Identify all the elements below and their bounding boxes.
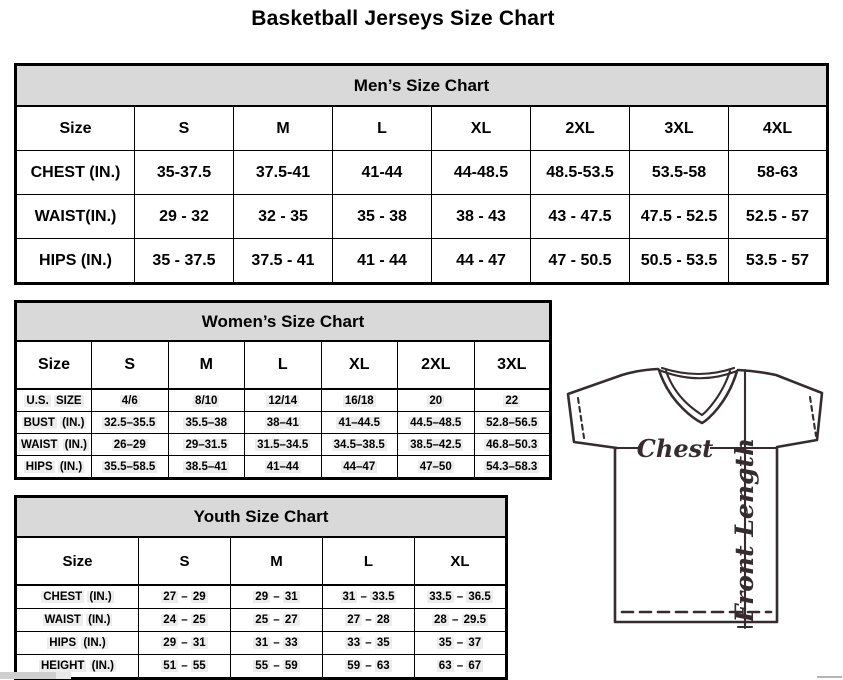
row-label [16,632,139,655]
table-row [16,239,828,284]
value-highlight: 20 [429,394,443,407]
jersey-collar-back-inner [662,368,734,374]
value-highlight: (IN.) [64,438,87,451]
cell-value: 31 – 33 [231,632,323,655]
value-highlight: 44–47 [343,460,376,473]
value-highlight: 27 [347,614,361,626]
table-header-row [16,106,828,151]
cell-value: 58-63 [729,151,828,195]
table-row [16,585,507,609]
column-header: M [234,106,333,151]
table-row [16,609,507,632]
column-header: S [135,106,234,151]
cell-value: 35 - 37.5 [135,239,234,284]
cell-value: 35-37.5 [135,151,234,195]
cell-value [168,456,245,479]
value-highlight: 27 [163,591,177,603]
value-highlight: 31 [342,591,356,603]
value-highlight: 41–44 [266,460,299,473]
value-highlight: 37 [468,637,482,649]
value-highlight: 59 [284,660,298,672]
value-highlight: 29.5 [463,614,486,626]
value-highlight: 35 [438,637,452,649]
column-header: 4XL [729,106,828,151]
table-row [16,389,551,412]
column-header: L [245,341,322,389]
cell-value: 25 – 27 [231,609,323,632]
value-highlight: 29 [163,637,177,649]
cell-value: 63 – 67 [415,655,507,679]
cell-value [168,389,245,412]
column-header: Size [16,537,139,585]
cell-value: 44 - 47 [432,239,531,284]
column-header: 2XL [531,106,630,151]
column-header: 2XL [398,341,475,389]
value-highlight: 36.5 [468,591,491,603]
column-header: 3XL [474,341,551,389]
value-highlight: HIPS [25,460,53,473]
value-highlight: 31 [192,637,206,649]
value-highlight: 24 [163,614,177,626]
cell-value [474,412,551,434]
value-highlight: WAIST [44,614,81,626]
value-highlight: 8/10 [195,394,218,407]
cell-value [168,434,245,456]
cell-value: 44-48.5 [432,151,531,195]
value-highlight: 55 [255,660,269,672]
column-header: M [168,341,245,389]
column-header: Size [16,341,92,389]
cell-value [398,456,475,479]
value-highlight: 26–29 [113,438,146,451]
cell-value [92,412,169,434]
cell-value: 27 – 28 [323,609,415,632]
table-title-row [16,497,507,538]
cell-value: 43 - 47.5 [531,195,630,239]
cell-value: 37.5 - 41 [234,239,333,284]
table-row [16,655,507,679]
cell-value [168,412,245,434]
column-header: S [92,341,169,389]
value-highlight: 34.5–38.5 [333,438,385,451]
value-highlight: WAIST [21,438,58,451]
cell-value [321,434,398,456]
column-header: M [231,537,323,585]
value-highlight: HIPS [49,637,77,649]
cell-value: 29 – 31 [139,632,231,655]
value-highlight: 12/14 [268,394,298,407]
row-label [16,609,139,632]
value-highlight: 33.5 [429,591,452,603]
value-highlight: (IN.) [83,637,106,649]
value-highlight: 22 [505,394,519,407]
cell-value [245,389,322,412]
table-header-row [16,341,551,389]
cell-value: 53.5 - 57 [729,239,828,284]
cell-value [398,389,475,412]
column-header: L [333,106,432,151]
cell-value: 35 – 37 [415,632,507,655]
value-highlight: 27 [284,614,298,626]
cell-value [474,456,551,479]
value-highlight: 28 [376,614,390,626]
value-highlight: 29 [255,591,269,603]
cell-value: 52.5 - 57 [729,195,828,239]
cell-value [474,389,551,412]
cell-value [92,389,169,412]
jersey-measurement-diagram [558,360,841,640]
cell-value [92,456,169,479]
cell-value: 31 – 33.5 [323,585,415,609]
column-header: L [323,537,415,585]
value-highlight: 33 [347,637,361,649]
value-highlight: (IN.) [88,614,111,626]
cell-value: 33 – 35 [323,632,415,655]
cell-value: 51 – 55 [139,655,231,679]
page-title: Basketball Jerseys Size Chart [251,7,555,30]
table-row [16,456,551,479]
column-header: S [139,537,231,585]
value-highlight: 67 [468,660,482,672]
value-highlight: CHEST [43,591,83,603]
value-highlight: 38.5–41 [185,460,228,473]
value-highlight: (IN.) [91,660,114,672]
table-title: Youth Size Chart [16,497,507,538]
value-highlight: 52.8–56.5 [486,416,538,429]
jersey-right-cuff-dashes [810,397,816,436]
value-highlight: 31.5–34.5 [257,438,309,451]
value-highlight: U.S. [26,394,49,407]
value-highlight: 44.5–48.5 [410,416,462,429]
table-header-row [16,537,507,585]
value-highlight: 28 [434,614,447,626]
value-highlight: 35 [376,637,390,649]
value-highlight: 38–41 [266,416,299,429]
value-highlight: 47–50 [419,460,452,473]
row-label [16,434,92,456]
value-highlight: 63 [438,660,452,672]
row-label [16,456,92,479]
value-highlight: HEIGHT [40,660,85,672]
value-highlight: 33.5 [372,591,395,603]
cell-value: 55 – 59 [231,655,323,679]
cell-value [245,412,322,434]
table-title-row [16,302,551,342]
value-highlight: 31 [284,591,298,603]
value-highlight: (IN.) [89,591,112,603]
cell-value: 59 – 63 [323,655,415,679]
table-title: Women’s Size Chart [16,302,551,342]
cell-value: 38 - 43 [432,195,531,239]
value-highlight: 4/6 [121,394,138,407]
value-highlight: 35.5–38 [185,416,228,429]
table-row [16,632,507,655]
value-highlight: 25 [192,614,206,626]
cell-value: 41-44 [333,151,432,195]
cell-value: 24 – 25 [139,609,231,632]
column-header: 3XL [630,106,729,151]
womens-size-chart-table [14,300,552,480]
value-highlight: 51 [163,660,177,672]
cell-value [321,389,398,412]
jersey-left-cuff-dashes [578,398,584,438]
value-highlight: 31 [255,637,269,649]
cell-value: 32 - 35 [234,195,333,239]
value-highlight: 55 [192,660,206,672]
cell-value: 47.5 - 52.5 [630,195,729,239]
table-row [16,412,551,434]
value-highlight: 16/18 [344,394,374,407]
value-highlight: 41–44.5 [338,416,381,429]
cell-value: 37.5-41 [234,151,333,195]
cell-value: 48.5-53.5 [531,151,630,195]
row-label: HIPS (IN.) [16,239,135,284]
cell-value: 41 - 44 [333,239,432,284]
column-header: Size [16,106,135,151]
row-label [16,585,139,609]
value-highlight: 29–31.5 [185,438,228,451]
value-highlight: 25 [255,614,269,626]
cell-value: 29 - 32 [135,195,234,239]
cell-value [474,434,551,456]
horizontal-scrollbar-thumb[interactable] [0,672,56,679]
table-title-row [16,65,828,107]
value-highlight: 29 [192,591,206,603]
cell-value: 27 – 29 [139,585,231,609]
cell-value [245,434,322,456]
horizontal-scrollbar-track[interactable] [0,672,71,679]
cell-value: 33.5 – 36.5 [415,585,507,609]
table-title: Men’s Size Chart [16,65,828,107]
youth-size-chart-table [14,495,508,680]
jersey-right-sleeve [738,370,822,447]
table-row [16,434,551,456]
cell-value: 47 - 50.5 [531,239,630,284]
column-header: XL [321,341,398,389]
cell-value [245,456,322,479]
value-highlight: 59 [347,660,361,672]
cell-value: 53.5-58 [630,151,729,195]
row-label: WAIST(IN.) [16,195,135,239]
value-highlight: 35.5–58.5 [104,460,156,473]
value-highlight: (IN.) [62,416,85,429]
row-label [16,389,92,412]
cell-value [321,412,398,434]
table-row [16,151,828,195]
mens-size-chart-table [14,63,829,285]
cell-value [321,456,398,479]
table-row [16,195,828,239]
cell-value: 28 – 29.5 [415,609,507,632]
value-highlight: (IN.) [59,460,83,473]
value-highlight: 32.5–35.5 [104,416,156,429]
cell-value [398,412,475,434]
column-header: XL [432,106,531,151]
row-label: CHEST (IN.) [16,151,135,195]
value-highlight: 54.3–58.3 [486,460,538,473]
cell-value: 29 – 31 [231,585,323,609]
value-highlight: 63 [376,660,390,672]
cell-value: 35 - 38 [333,195,432,239]
chest-label: Chest [636,434,714,463]
value-highlight: 38.5–42.5 [410,438,462,451]
cell-value [92,434,169,456]
value-highlight: 33 [284,637,298,649]
cell-value: 50.5 - 53.5 [630,239,729,284]
cell-value [398,434,475,456]
scrollbar-fragment [817,676,842,678]
row-label [16,412,92,434]
value-highlight: BUST [23,416,55,429]
front-length-label: Front Length [730,437,759,623]
value-highlight: 46.8–50.3 [486,438,538,451]
value-highlight: SIZE [56,394,82,407]
column-header: XL [415,537,507,585]
